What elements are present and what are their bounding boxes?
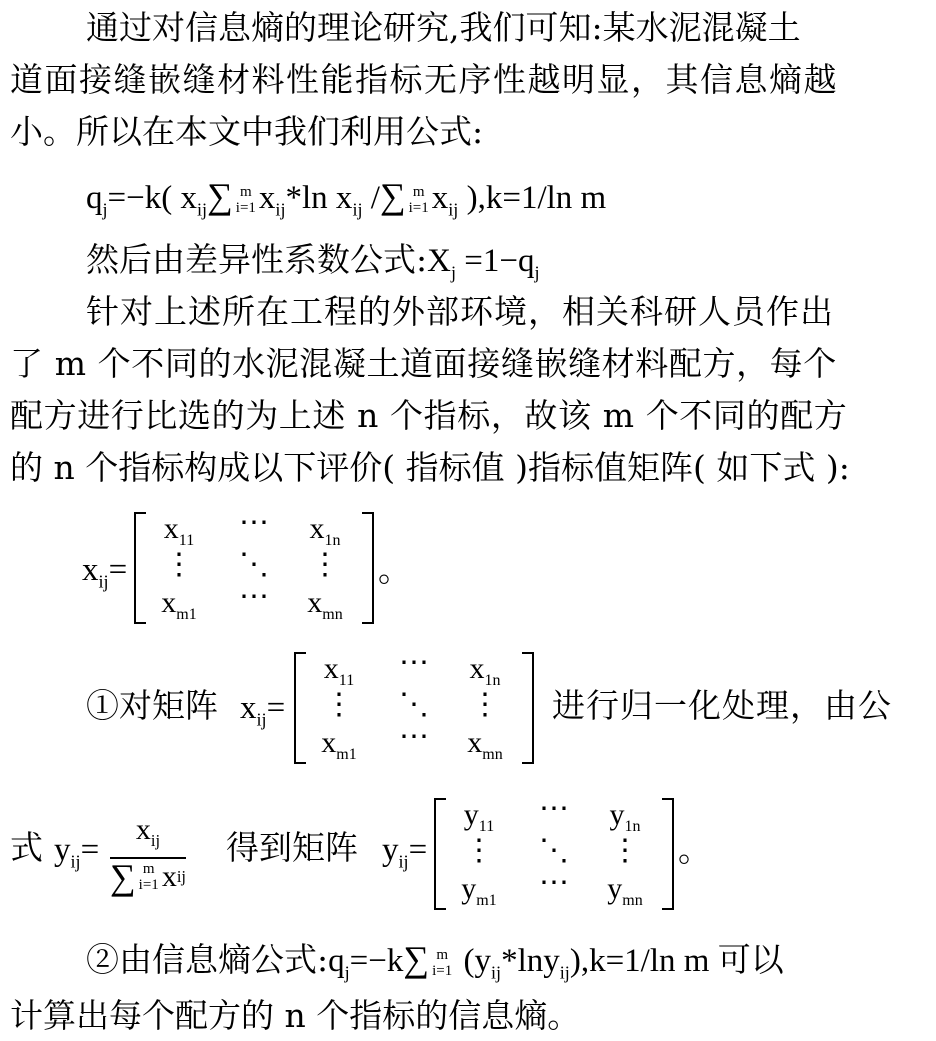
matrix-cell: ⋮ bbox=[464, 834, 494, 867]
matrix-cell: $y_{11}$ bbox=[463, 798, 495, 835]
normalization-fraction: $x_{ij}$ ∑ m i=1 x ij bbox=[110, 813, 186, 897]
matrix-y bbox=[434, 792, 674, 909]
paragraph-3-line-2: 了 m 个不同的水泥混凝土道面接缝嵌缝材料配方，每个 bbox=[10, 344, 837, 383]
step-1-line-2-mid: 得到矩阵 bbox=[226, 828, 358, 867]
matrix-cell: $x_{mn}$ bbox=[307, 586, 343, 623]
normalization-label: $y_{ij}=$ bbox=[54, 832, 100, 872]
matrix-cell: ⋱ bbox=[399, 688, 429, 721]
matrix-cell: $x_{m1}$ bbox=[321, 726, 357, 763]
matrix-y-period: 。 bbox=[678, 830, 711, 869]
matrix-cell: ⋮ bbox=[470, 688, 500, 721]
right-bracket bbox=[362, 512, 374, 624]
right-bracket bbox=[662, 798, 674, 910]
paragraph-1-line-1: 通过对信息熵的理论研究,我们可知:某水泥混凝土 bbox=[86, 8, 801, 47]
matrix-cell: ⋱ bbox=[239, 548, 269, 581]
paragraph-3-line-1: 针对上述所在工程的外部环境，相关科研人员作出 bbox=[86, 292, 834, 331]
information-entropy-formula: $q_j=-k\sum$ m i=1 $(y_{ij}*\ln y_{ij}),k=1/\ln$ m bbox=[328, 939, 718, 983]
matrix-y-label: $y_{ij}=$ bbox=[382, 832, 428, 872]
difference-coefficient-line bbox=[86, 240, 540, 293]
matrix-cell: ⋮ bbox=[610, 834, 640, 867]
step-2-suffix: 可以 bbox=[717, 940, 784, 979]
step-1-line-2-prefix: 式 bbox=[10, 828, 43, 867]
matrix-cell: $x_{11}$ bbox=[163, 512, 195, 549]
matrix-cell: $x_{mn}$ bbox=[467, 726, 503, 763]
matrix-x-period: 。 bbox=[378, 550, 411, 589]
paragraph-1-line-3: 小。所以在本文中我们利用公式: bbox=[10, 112, 484, 151]
matrix-x2-label: $x_{ij}=$ bbox=[240, 690, 286, 730]
right-bracket bbox=[522, 652, 534, 764]
matrix-cell: ⋯ bbox=[539, 866, 569, 899]
matrix-x-normalize bbox=[294, 646, 534, 763]
paragraph-3-line-3: 配方进行比选的为上述 n 个指标，故该 m 个不同的配方 bbox=[10, 396, 848, 435]
matrix-cell: $x_{11}$ bbox=[323, 652, 355, 689]
matrix-cell: ⋯ bbox=[399, 646, 429, 679]
entropy-weight-formula: $q_j=-k$( $x_{ij}\sum$ m i=1 $x_{ij}*\ln$ $x_{ij}$ /∑ m i=1 $x_{ij}$ ),k=1/ln m bbox=[86, 176, 607, 220]
matrix-cell: ⋯ bbox=[539, 792, 569, 825]
matrix-cell: ⋮ bbox=[324, 688, 354, 721]
matrix-x bbox=[134, 506, 374, 623]
step-1-suffix: 进行归一化处理，由公 bbox=[552, 686, 892, 725]
matrix-cell: ⋯ bbox=[399, 720, 429, 753]
matrix-cell: ⋮ bbox=[310, 548, 340, 581]
step-1-prefix: ①对矩阵 bbox=[86, 686, 218, 725]
step-2-line-2: 计算出每个配方的 n 个指标的信息熵。 bbox=[10, 996, 581, 1035]
paragraph-3-line-4: 的 n 个指标构成以下评价( 指标值 )指标值矩阵( 如下式 ): bbox=[10, 448, 850, 487]
matrix-cell: $x_{1n}$ bbox=[469, 652, 501, 689]
matrix-cell: $x_{m1}$ bbox=[161, 586, 197, 623]
difference-coefficient-label: 然后由差异性系数公式: bbox=[86, 240, 428, 279]
step-2-prefix: ②由信息熵公式: bbox=[86, 940, 329, 979]
matrix-cell: $y_{mn}$ bbox=[607, 872, 643, 909]
matrix-cell: ⋮ bbox=[164, 548, 194, 581]
matrix-cell: ⋯ bbox=[239, 506, 269, 539]
difference-coefficient-formula: $X_j =1-q_j$ bbox=[427, 243, 540, 283]
step-2-line-1 bbox=[86, 940, 784, 993]
matrix-cell: $x_{1n}$ bbox=[309, 512, 341, 549]
matrix-x-label: $x_{ij}=$ bbox=[82, 552, 128, 592]
matrix-cell: ⋱ bbox=[539, 834, 569, 867]
paragraph-1-line-2: 道面接缝嵌缝材料性能指标无序性越明显，其信息熵越 bbox=[10, 60, 838, 99]
matrix-cell: $y_{m1}$ bbox=[461, 872, 497, 909]
matrix-cell: $y_{1n}$ bbox=[609, 798, 641, 835]
matrix-cell: ⋯ bbox=[239, 580, 269, 613]
